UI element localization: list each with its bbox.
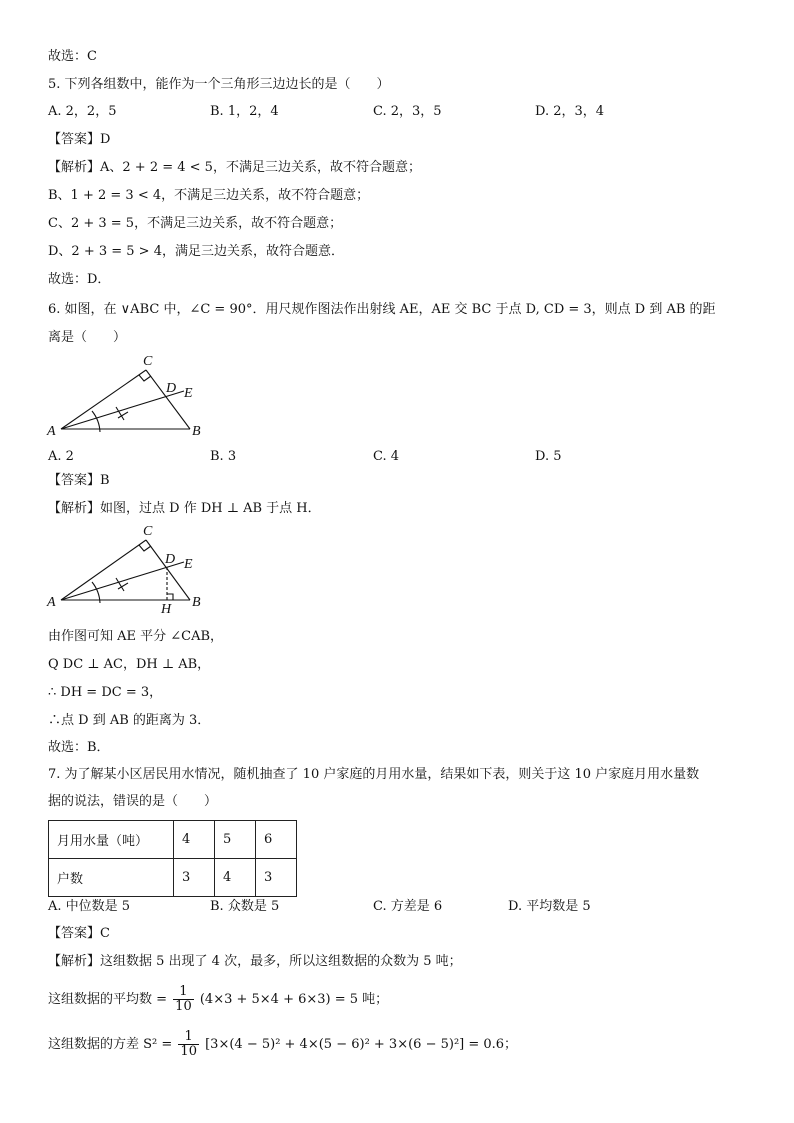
q7-stem-line1: 7. 为了解某小区居民用水情况，随机抽查了 10 户家庭的月用水量，结果如下表，则关于这 10 户家庭月用水量数 bbox=[48, 767, 700, 782]
label-b: B bbox=[192, 595, 201, 610]
label-c: C bbox=[143, 354, 153, 369]
fraction-numerator: 1 bbox=[178, 1030, 199, 1045]
label-d: D bbox=[166, 381, 177, 396]
right-angle-mark bbox=[139, 545, 151, 551]
q6-solution-figure bbox=[44, 520, 224, 614]
q7-options bbox=[48, 897, 688, 917]
mean-prefix: 这组数据的平均数 = bbox=[48, 992, 168, 1007]
q5-analysis-c: C、2 + 3 = 5，不满足三边关系，故不符合题意； bbox=[48, 216, 343, 231]
table-header-usage: 月用水量（吨） bbox=[49, 821, 174, 859]
q6-reasoning-4: ∴点 D 到 AB 的距离为 3． bbox=[48, 713, 211, 728]
q7-variance-formula bbox=[48, 1025, 517, 1065]
q5-option-b: B. 1，2，4 bbox=[210, 104, 279, 119]
q6-option-a: A. 2 bbox=[48, 449, 74, 464]
label-c: C bbox=[143, 524, 153, 539]
side-ac bbox=[61, 540, 146, 600]
q4-conclusion: 故选：C bbox=[48, 49, 97, 64]
q6-stem-line1: 6. 如图，在 ∨ABC 中，∠C = 90°．用尺规作图法作出射线 AE，AE 交 BC 于点 D, CD = 3，则点 D 到 AB 的距 bbox=[48, 302, 716, 317]
q7-stem-line2: 据的说法，错误的是（ ） bbox=[48, 794, 218, 809]
q6-stem-line2: 离是（ ） bbox=[48, 330, 127, 345]
q6-conclusion: 故选：B． bbox=[48, 740, 110, 755]
fraction-denominator: 10 bbox=[175, 999, 192, 1014]
label-a: A bbox=[47, 424, 56, 439]
q5-conclusion: 故选：D． bbox=[48, 272, 111, 287]
label-b: B bbox=[192, 424, 201, 439]
q6-option-b: B. 3 bbox=[210, 449, 237, 464]
right-angle-mark-h bbox=[167, 594, 173, 600]
q6-option-d: D. 5 bbox=[535, 449, 562, 464]
q7-option-a: A. 中位数是 5 bbox=[48, 899, 131, 914]
q6-option-c: C. 4 bbox=[373, 449, 400, 464]
q6-triangle-figure bbox=[44, 350, 224, 440]
q7-mean-formula bbox=[48, 980, 388, 1020]
q6-options bbox=[48, 447, 688, 467]
table-header-households: 户数 bbox=[49, 859, 174, 897]
table-cell: 4 bbox=[174, 821, 215, 859]
q5-options bbox=[48, 102, 688, 122]
q7-option-b: B. 众数是 5 bbox=[210, 899, 280, 914]
label-e: E bbox=[184, 386, 193, 401]
fraction-denominator: 10 bbox=[180, 1044, 197, 1059]
q5-analysis-a: 【解析】A、2 + 2 = 4 < 5，不满足三边关系，故不符合题意； bbox=[48, 160, 421, 175]
water-usage-table bbox=[48, 820, 297, 897]
q5-option-a: A. 2，2，5 bbox=[48, 104, 117, 119]
table-cell: 3 bbox=[256, 859, 297, 897]
table-cell: 3 bbox=[174, 859, 215, 897]
mean-expression: (4×3 + 5×4 + 6×3) = 5 吨； bbox=[199, 992, 389, 1007]
side-ac bbox=[61, 370, 146, 429]
table-cell: 5 bbox=[215, 821, 256, 859]
label-d: D bbox=[165, 552, 176, 567]
fraction-one-tenth bbox=[178, 1030, 199, 1059]
label-h: H bbox=[161, 602, 172, 614]
q5-option-c: C. 2，3，5 bbox=[373, 104, 442, 119]
table-row bbox=[49, 821, 297, 859]
fraction-one-tenth bbox=[173, 985, 194, 1014]
ray-ae bbox=[61, 391, 184, 429]
variance-expression: [3×(4 − 5)² + 4×(5 − 6)² + 3×(6 − 5)²] = 0.6； bbox=[205, 1037, 518, 1052]
q6-analysis-line1: 【解析】如图，过点 D 作 DH ⊥ AB 于点 H． bbox=[48, 501, 321, 516]
q5-analysis-d: D、2 + 3 = 5 > 4，满足三边关系，故符合题意． bbox=[48, 244, 344, 259]
right-angle-mark bbox=[139, 375, 151, 381]
label-e: E bbox=[184, 557, 193, 572]
table-row bbox=[49, 859, 297, 897]
q5-analysis-b: B、1 + 2 = 3 < 4，不满足三边关系，故不符合题意； bbox=[48, 188, 370, 203]
q7-answer: 【答案】C bbox=[48, 926, 110, 941]
q7-analysis-line1: 【解析】这组数据 5 出现了 4 次，最多，所以这组数据的众数为 5 吨； bbox=[48, 954, 462, 969]
q5-stem: 5. 下列各组数中，能作为一个三角形三边边长的是（ ） bbox=[48, 77, 390, 92]
q5-answer: 【答案】D bbox=[48, 132, 111, 147]
q6-answer: 【答案】B bbox=[48, 473, 110, 488]
table-cell: 4 bbox=[215, 859, 256, 897]
q7-option-c: C. 方差是 6 bbox=[373, 899, 443, 914]
q6-reasoning-2: Q DC ⊥ AC，DH ⊥ AB， bbox=[48, 657, 211, 672]
fraction-numerator: 1 bbox=[173, 985, 194, 1000]
ray-ae bbox=[61, 562, 184, 600]
variance-prefix: 这组数据的方差 S² = bbox=[48, 1037, 173, 1052]
table-cell: 6 bbox=[256, 821, 297, 859]
q7-option-d: D. 平均数是 5 bbox=[508, 899, 591, 914]
q5-option-d: D. 2，3，4 bbox=[535, 104, 605, 119]
q6-reasoning-1: 由作图可知 AE 平分 ∠CAB， bbox=[48, 629, 224, 644]
label-a: A bbox=[47, 595, 56, 610]
q6-reasoning-3: ∴ DH = DC = 3， bbox=[48, 685, 163, 700]
